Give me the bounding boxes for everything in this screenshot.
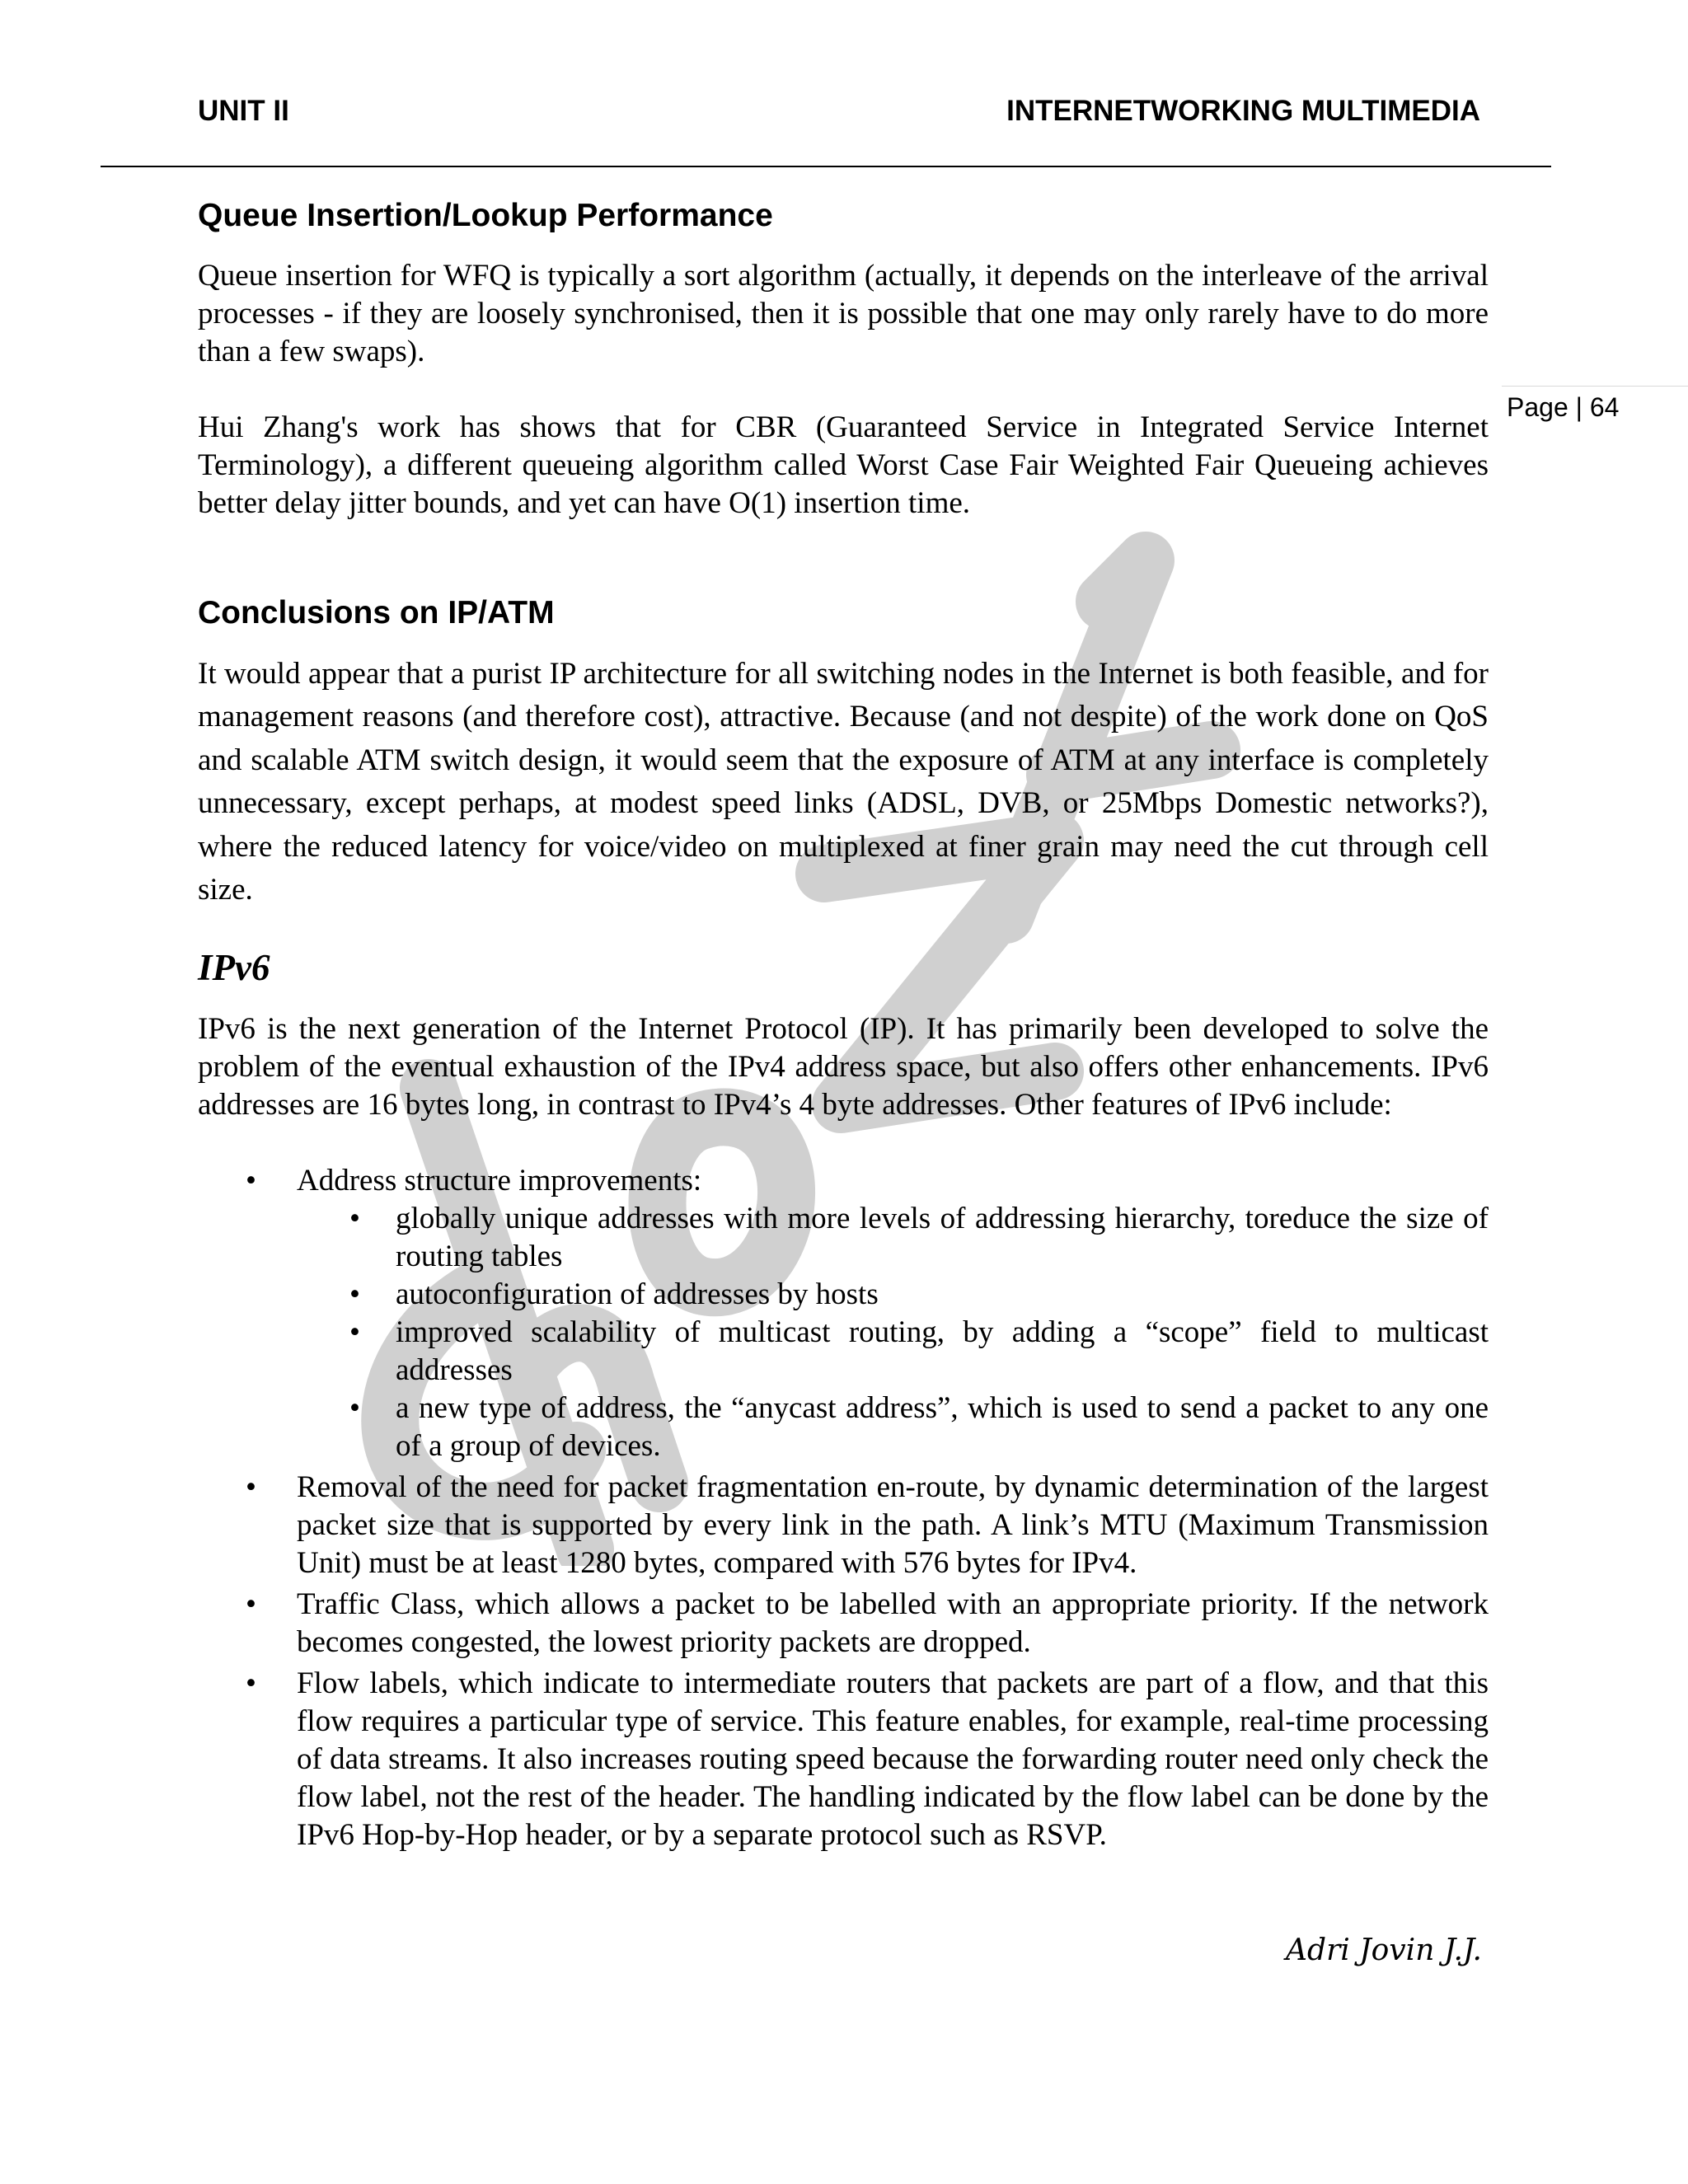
list-item [198,1586,1489,1661]
bullet-icon: • [349,1315,360,1349]
bullet-icon: • [246,1470,256,1504]
sub-list-item-text: a new type of address, the “anycast address”, which is used to send a packet to any one of a group of devices. [396,1391,1489,1463]
list-item-text: Address structure improvements: [297,1164,702,1197]
page-header [198,95,1480,136]
heading-conclusions: Conclusions on IP/ATM [198,595,555,630]
author-signature: Adri Jovin J.J. [1286,1933,1482,1967]
sub-list [198,1200,1489,1465]
list-item-text: Traffic Class, which allows a packet to be labelled with an appropriate priority. If the network becomes congested, the lowest priority packets are dropped. [297,1587,1489,1659]
sub-list-item-text: improved scalability of multicast routing, by adding a “scope” field to multicast addresses [396,1315,1489,1387]
page-number-divider [1502,386,1688,387]
sub-list-item [198,1200,1489,1276]
list-item [198,1469,1489,1582]
list-item [198,1162,1489,1465]
paragraph-conclusions: It would appear that a purist IP architecture for all switching nodes in the Internet is both feasible, and for management reasons (and therefore cost), attractive. Because (and not despite) of the work done on QoS and scalable ATM switch design, it would seem that the exposure of ATM at any interface is completely unnecessary, except perhaps, at modest speed links (ADSL, DVB, or 25Mbps Domestic networks?), where the reduced latency for voice/video on multiplexed at finer grain may need the cut through cell size. [198,657,1489,907]
unit-label: UNIT II [198,95,289,127]
bullet-icon: • [246,1666,256,1700]
sub-list-item [198,1314,1489,1390]
list-item-text: Removal of the need for packet fragmentation en-route, by dynamic determination of the largest packet size that is supported by every link in the path. A link’s MTU (Maximum Transmission Unit) must be at least 1280 bytes, compared with 576 bytes for IPv4. [297,1470,1489,1580]
sub-list-item [198,1276,1489,1314]
bullet-icon: • [246,1164,256,1197]
list-item-text: Flow labels, which indicate to intermediate routers that packets are part of a flow, and that this flow requires a particular type of service. This feature enables, for example, real-time processing of data streams. It also increases routing speed because the forwarding router need only check the flow label, not the rest of the header. The handling indicated by the flow label can be done by the IPv6 Hop-by-Hop header, or by a separate protocol such as RSVP. [297,1666,1489,1852]
page-number: Page | 64 [1507,392,1620,422]
list-item [198,1665,1489,1854]
bullet-icon: • [246,1587,256,1621]
paragraph-hui-zhang: Hui Zhang's work has shows that for CBR (Guaranteed Service in Integrated Service Internet Terminology), a different queueing algorithm called Worst Case Fair Weighted Fair Queueing achieves better delay jitter bounds, and yet can have O(1) insertion time. [198,410,1489,520]
sub-list-item-text: globally unique addresses with more levels of addressing hierarchy, toreduce the size of routing tables [396,1202,1489,1273]
ipv6-features-list [198,1162,1489,1854]
heading-queue-insertion: Queue Insertion/Lookup Performance [198,198,773,233]
paragraph-queue-insertion: Queue insertion for WFQ is typically a sort algorithm (actually, it depends on the interleave of the arrival processes - if they are loosely synchronised, then it is possible that one may only rarely have to do more than a few swaps). [198,259,1489,368]
sub-list-item [198,1390,1489,1465]
heading-ipv6: IPv6 [198,947,270,988]
sub-list-item-text: autoconfiguration of addresses by hosts [396,1277,879,1311]
header-divider [101,166,1551,167]
bullet-icon: • [349,1202,360,1235]
paragraph-ipv6-intro: IPv6 is the next generation of the Internet Protocol (IP). It has primarily been developed to solve the problem of the eventual exhaustion of the IPv4 address space, but also offers other enhancements. IPv6 addresses are 16 bytes long, in contrast to IPv4’s 4 byte addresses. Other features of IPv6 include: [198,1012,1489,1122]
bullet-icon: • [349,1277,360,1311]
subject-title: INTERNETWORKING MULTIMEDIA [1006,95,1480,127]
bullet-icon: • [349,1391,360,1425]
